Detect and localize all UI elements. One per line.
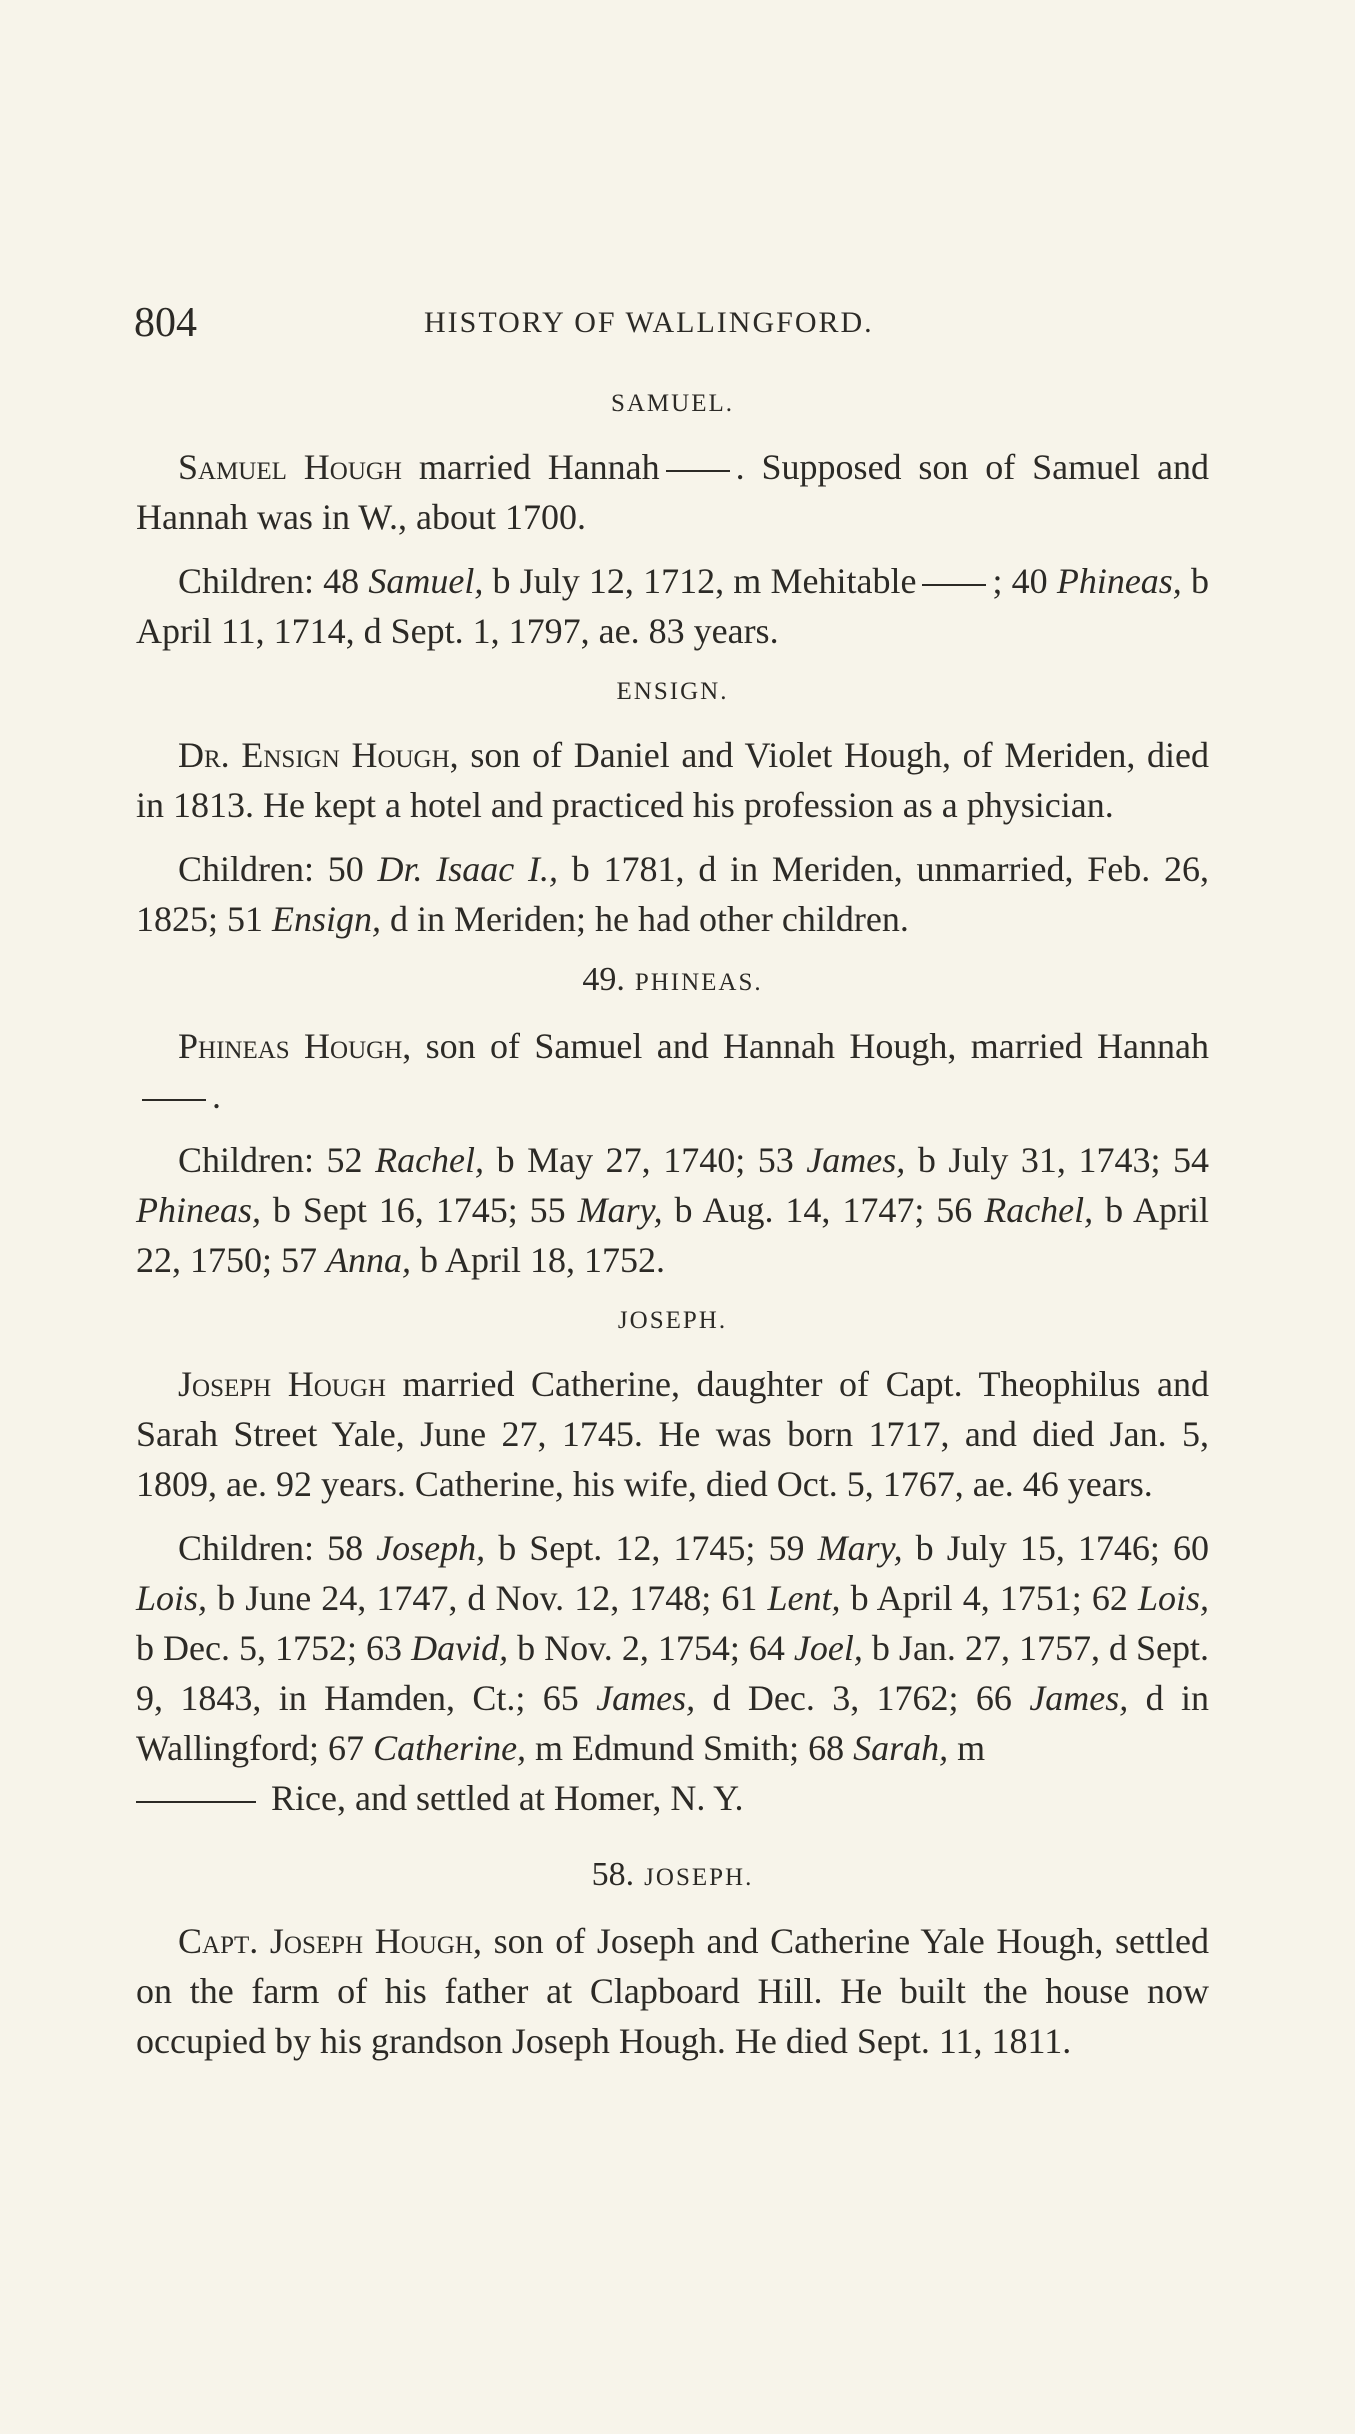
page-header (134, 298, 1209, 348)
children-label: Children: 58 (178, 1528, 364, 1568)
section-heading-ensign: ENSIGN. (616, 678, 729, 705)
page-number: 804 (134, 300, 197, 346)
section-heading-joseph-58 (136, 1853, 1209, 1900)
child-detail: m Edmund Smith; 68 (535, 1728, 845, 1768)
person-name: Phineas Hough, (178, 1026, 412, 1066)
child-detail: b Sept. 12, 1745; 59 (498, 1528, 805, 1568)
child-detail: b July 12, 1712, m Mehitable (492, 561, 917, 601)
paragraph-text: married Hannah (418, 447, 660, 487)
child-name: Dr. Isaac I., (377, 849, 559, 889)
child-detail: b Nov. 2, 1754; 64 (517, 1628, 785, 1668)
child-name: Joseph, (376, 1528, 486, 1568)
child-detail: b April 18, 1752. (420, 1240, 666, 1280)
child-detail: d in Wallingford; 67 (136, 1678, 1210, 1768)
section-number: 49. (582, 961, 625, 998)
child-name: Mary, (577, 1190, 663, 1230)
child-detail: b June 24, 1747, d Nov. 12, 1748; 61 (217, 1578, 758, 1618)
child-name: Lois, (136, 1578, 208, 1618)
running-title: HISTORY OF WALLINGFORD. (424, 306, 874, 339)
child-name: Phineas, (1056, 561, 1182, 601)
page-body (136, 382, 1209, 2080)
blank-dash (666, 470, 730, 472)
paragraph-text: married Catherine, daughter of Capt. Theophilus and Sarah Street Yale, June 27, 1745. He was born 1717, and died Jan. 5, 1809, ae. 92 years. Catherine, his wife, died Oct. 5, 1767, ae. 46 years. (136, 1364, 1209, 1504)
child-detail: b April 4, 1751; 62 (850, 1578, 1128, 1618)
blank-dash (136, 1801, 256, 1803)
section-number: 58. (591, 1856, 635, 1893)
paragraph-ensign-bio (136, 730, 1209, 830)
child-name: Joel, (793, 1628, 863, 1668)
child-detail: b July 31, 1743; 54 (917, 1140, 1210, 1180)
person-name: Dr. Ensign Hough, (178, 735, 459, 775)
child-detail: d in Meriden; he had other children. (390, 899, 909, 939)
paragraph-text: son of Joseph and Catherine Yale Hough, settled on the farm of his father at Clapboard Hill. He built the house now occupied by his grandson Joseph Hough. He died Sept. 11, 1811. (136, 1921, 1210, 2061)
child-detail: m (957, 1728, 986, 1768)
children-label: Children: 48 (178, 561, 360, 601)
child-detail: b Aug. 14, 1747; 56 (674, 1190, 973, 1230)
person-name: Capt. Joseph Hough, (178, 1921, 482, 1961)
child-name: Phineas, (136, 1190, 261, 1230)
child-name: Lois, (1137, 1578, 1209, 1618)
child-detail: b July 15, 1746; 60 (915, 1528, 1209, 1568)
person-name: Samuel Hough (178, 447, 402, 487)
paragraph-samuel-children (136, 556, 1209, 656)
section-heading-joseph: JOSEPH. (617, 1307, 728, 1334)
children-label: Children: 50 (178, 849, 364, 889)
child-name: Sarah, (853, 1728, 949, 1768)
paragraph-ensign-children (136, 844, 1209, 944)
person-name: Joseph Hough (178, 1364, 386, 1404)
child-detail: b April 11, 1714, d Sept. 1, 1797, ae. 83 years. (136, 561, 1209, 651)
child-detail: b May 27, 1740; 53 (496, 1140, 794, 1180)
paragraph-text: . (212, 1076, 221, 1116)
section-heading-samuel: SAMUEL. (610, 390, 735, 417)
child-name: Lent, (767, 1578, 841, 1618)
section-title: PHINEAS. (634, 969, 763, 996)
child-name: Rachel, (375, 1140, 485, 1180)
child-detail: b Dec. 5, 1752; 63 (136, 1628, 403, 1668)
child-name: James, (596, 1678, 696, 1718)
paragraph-phineas-bio (136, 1021, 1209, 1121)
child-detail: Rice, and settled at Homer, N. Y. (271, 1778, 744, 1818)
child-name: Ensign, (272, 899, 382, 939)
paragraph-text: son of Samuel and Hannah Hough, married Hannah (425, 1026, 1209, 1066)
section-heading-phineas (136, 958, 1209, 1005)
child-name: Catherine, (373, 1728, 527, 1768)
child-detail: b Jan. 27, 1757, d Sept. 9, 1843, in Hamden, Ct.; 65 (136, 1628, 1210, 1718)
children-label: Children: 52 (178, 1140, 363, 1180)
paragraph-joseph-58-bio (136, 1916, 1209, 2066)
section-title: JOSEPH. (644, 1864, 754, 1891)
child-detail: ; 40 (992, 561, 1048, 601)
blank-dash (922, 584, 986, 586)
child-detail: d Dec. 3, 1762; 66 (712, 1678, 1012, 1718)
child-name: Mary, (817, 1528, 903, 1568)
child-detail: b Sept 16, 1745; 55 (272, 1190, 566, 1230)
child-name: David, (411, 1628, 509, 1668)
child-name: James, (1029, 1678, 1129, 1718)
blank-dash (142, 1099, 206, 1101)
child-name: Rachel, (984, 1190, 1094, 1230)
child-name: James, (806, 1140, 906, 1180)
child-name: Anna, (326, 1240, 412, 1280)
child-detail: b 1781, d in Meriden, unmarried, Feb. 26, 1825; 51 (136, 849, 1210, 939)
paragraph-text: son of Daniel and Violet Hough, of Meriden, died in 1813. He kept a hotel and practiced his profession as a physician. (136, 735, 1209, 825)
paragraph-text: . Supposed son of Samuel and Hannah was in W., about 1700. (136, 447, 1209, 537)
paragraph-samuel-bio (136, 442, 1209, 542)
child-detail: b April 22, 1750; 57 (136, 1190, 1210, 1280)
paragraph-joseph-bio (136, 1359, 1209, 1509)
paragraph-phineas-children (136, 1135, 1209, 1285)
paragraph-joseph-children (136, 1523, 1209, 1823)
child-name: Samuel, (368, 561, 484, 601)
